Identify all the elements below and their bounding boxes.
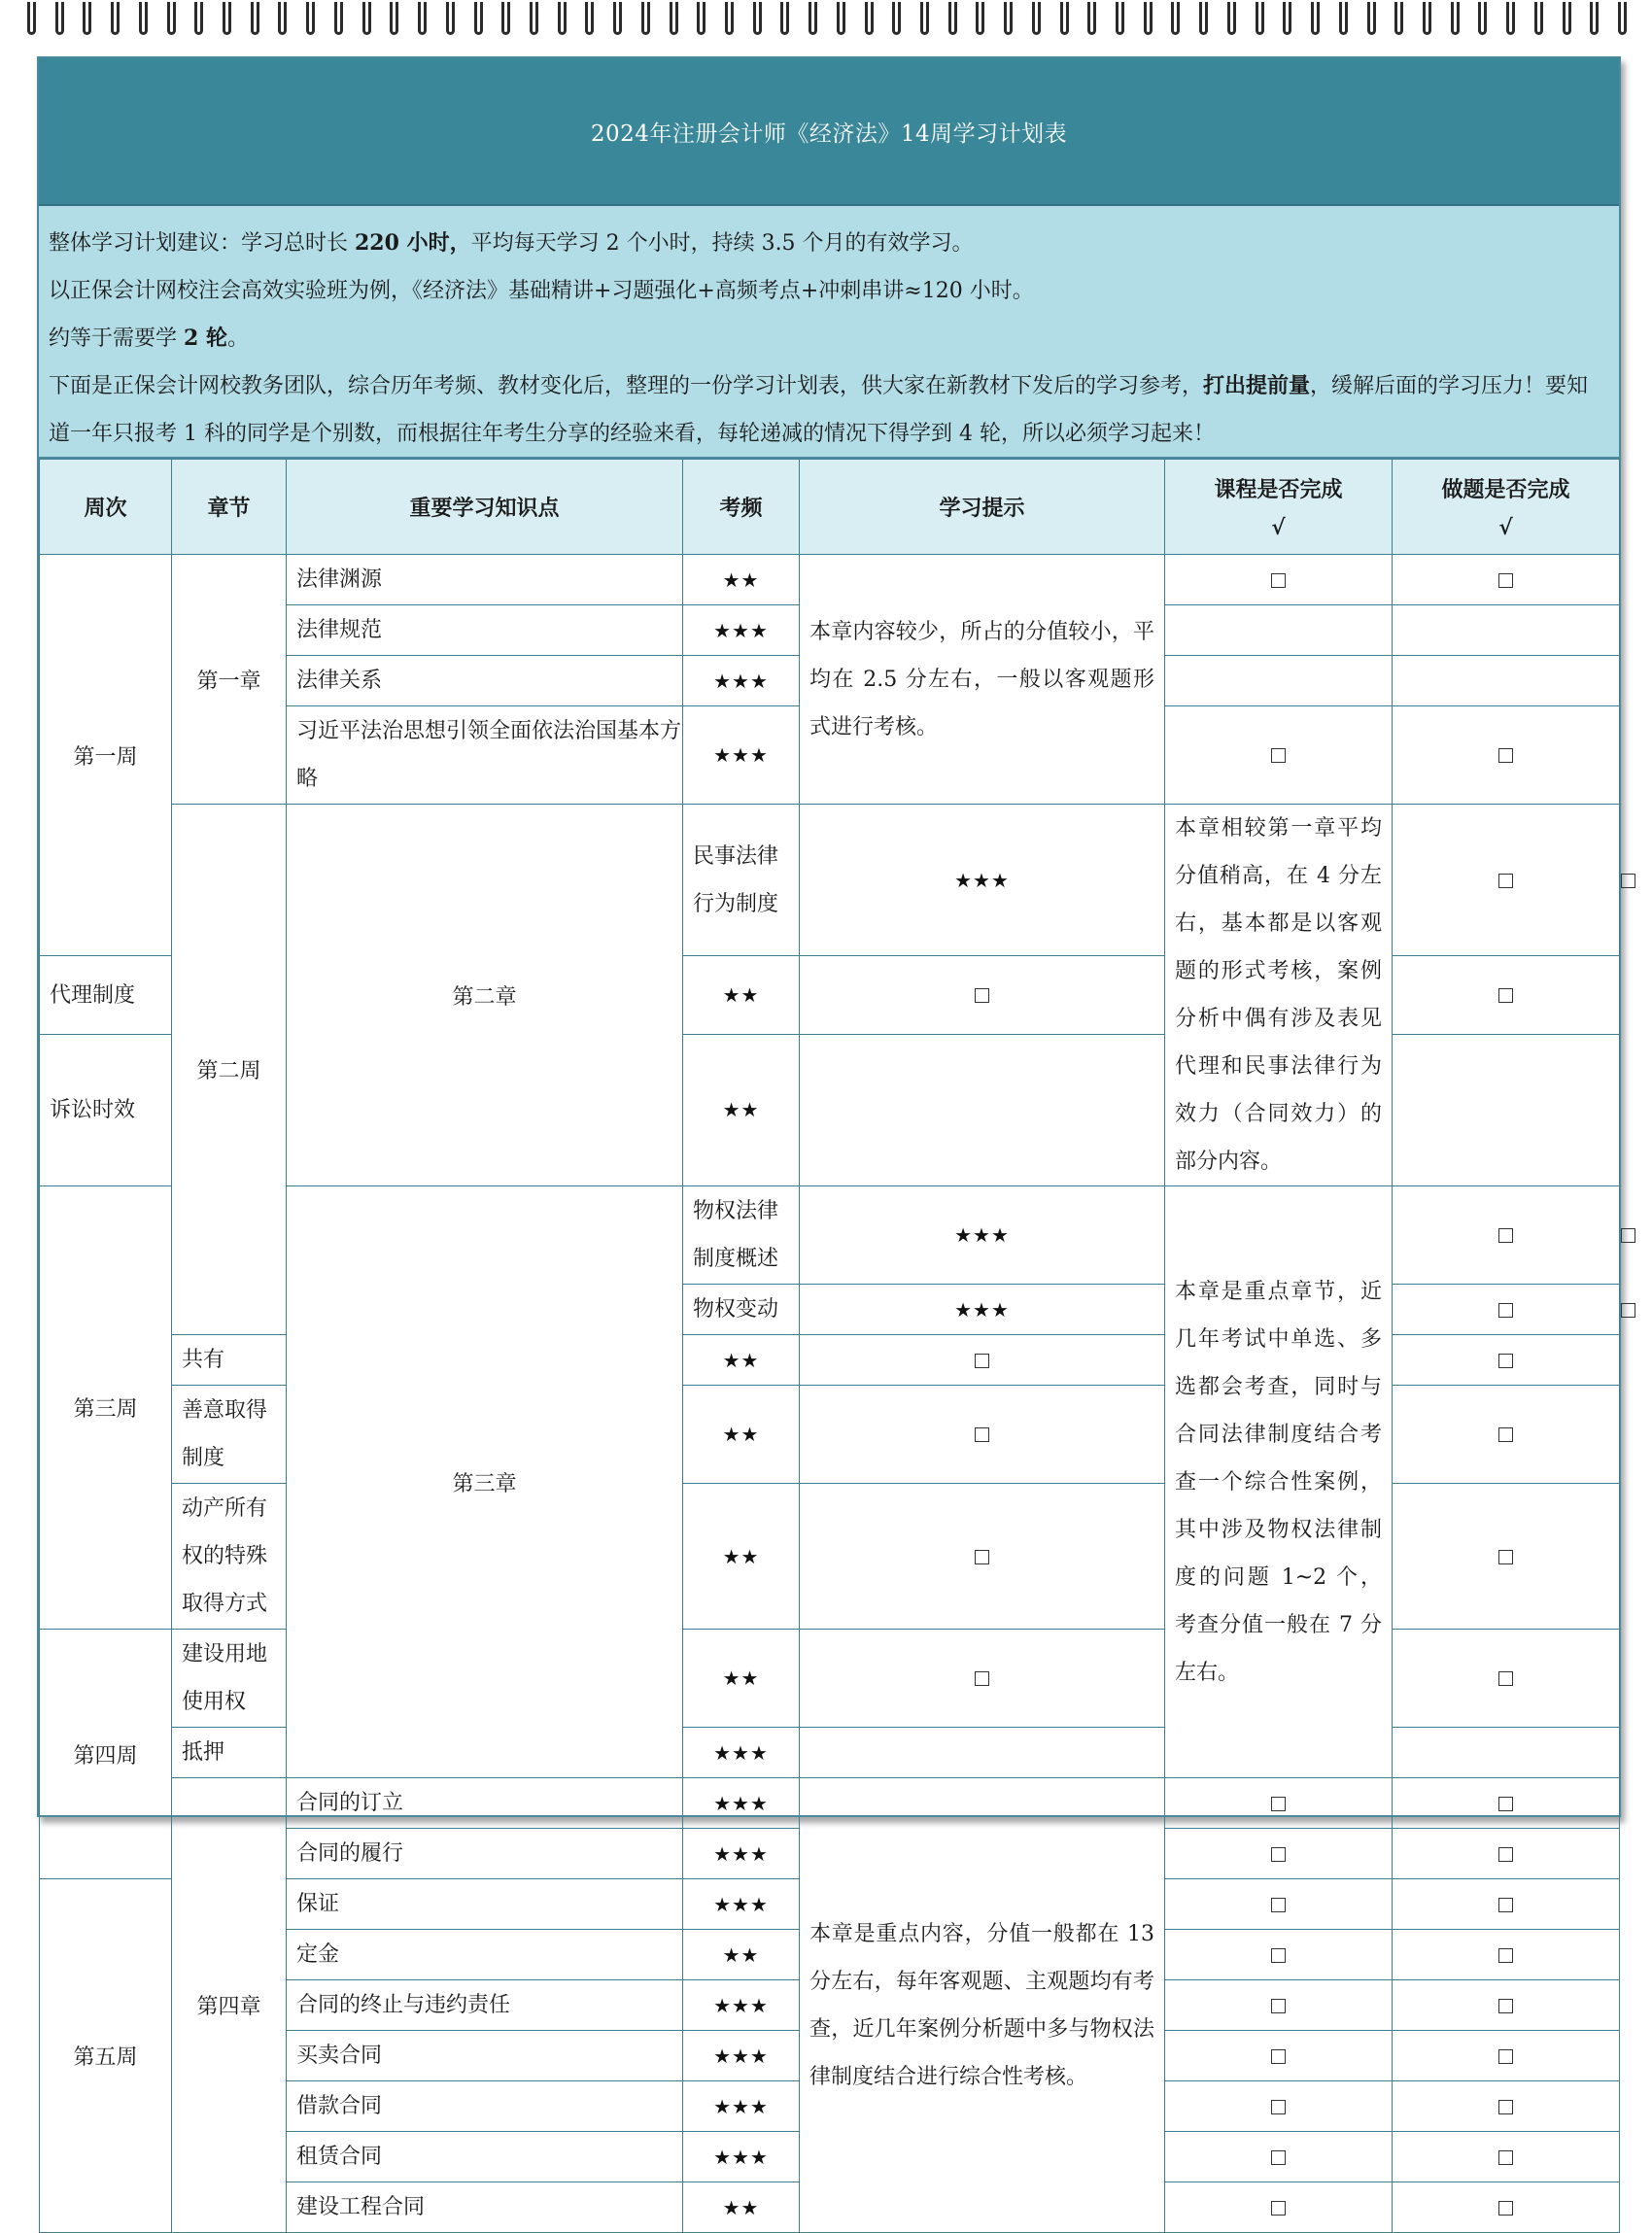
knowledge-point: 建设工程合同 xyxy=(287,2182,683,2233)
knowledge-point: 买卖合同 xyxy=(287,2031,683,2081)
course-done-cell xyxy=(1165,1930,1393,1980)
binding-ring xyxy=(809,2,817,35)
study-tip: 本章相较第一章平均分值稍高，在 4 分左右，基本都是以客观题的形式考核，案例分析中偶有涉及表见代理和民事法律行为效力（合同效力）的部分内容。 xyxy=(1165,805,1393,1186)
knowledge-point: 保证 xyxy=(287,1879,683,1930)
course-done-cell xyxy=(1393,1285,1620,1335)
exercise-done-checkbox[interactable] xyxy=(1498,1550,1513,1564)
binding-ring xyxy=(530,2,538,35)
knowledge-point: 动产所有权的特殊取得方式 xyxy=(172,1484,287,1630)
exercise-done-checkbox[interactable] xyxy=(1498,2201,1513,2216)
knowledge-point: 代理制度 xyxy=(40,956,172,1035)
binding-ring xyxy=(362,2,371,35)
course-done-checkbox[interactable] xyxy=(1271,1999,1286,2013)
exercise-done-checkbox[interactable] xyxy=(1498,988,1513,1003)
exercise-done-cell xyxy=(1393,1829,1620,1879)
binding-ring xyxy=(976,2,984,35)
chapter-cell: 第四章 xyxy=(172,1778,287,2233)
knowledge-point: 民事法律行为制度 xyxy=(683,805,800,956)
course-done-cell xyxy=(1165,2031,1393,2081)
header-freq: 考频 xyxy=(683,460,800,555)
knowledge-point: 借款合同 xyxy=(287,2081,683,2132)
frequency-stars: ★★ xyxy=(683,1335,800,1386)
binding-ring xyxy=(1199,2,1208,35)
course-done-checkbox[interactable] xyxy=(1498,1303,1513,1318)
binding-ring xyxy=(1087,2,1096,35)
binding-ring xyxy=(1506,2,1515,35)
binding-ring xyxy=(837,2,845,35)
exercise-done-checkbox[interactable] xyxy=(1498,1671,1513,1686)
spiral-binding xyxy=(19,0,1635,43)
course-done-cell xyxy=(800,1630,1165,1728)
exercise-done-cell xyxy=(1393,1630,1620,1728)
binding-ring xyxy=(194,2,203,35)
frequency-stars: ★★ xyxy=(683,1630,800,1728)
binding-ring xyxy=(1339,2,1348,35)
course-done-cell xyxy=(1165,1778,1393,1829)
exercise-done-checkbox[interactable] xyxy=(1498,1797,1513,1811)
course-done-cell xyxy=(1165,2081,1393,2132)
header-week: 周次 xyxy=(40,460,172,555)
course-done-cell xyxy=(800,1034,1165,1185)
header-points: 重要学习知识点 xyxy=(287,460,683,555)
frequency-stars: ★★★ xyxy=(683,706,800,805)
knowledge-point: 共有 xyxy=(172,1335,287,1386)
binding-ring xyxy=(1060,2,1069,35)
binding-ring xyxy=(83,2,91,35)
study-plan-sheet xyxy=(37,56,1621,2219)
course-done-cell xyxy=(1393,1186,1620,1285)
course-done-cell xyxy=(1165,656,1393,706)
binding-ring xyxy=(1534,2,1543,35)
binding-ring xyxy=(865,2,874,35)
knowledge-point: 定金 xyxy=(287,1930,683,1980)
course-done-checkbox[interactable] xyxy=(1271,1797,1286,1811)
course-done-checkbox[interactable] xyxy=(975,1354,989,1368)
binding-ring xyxy=(1563,2,1571,35)
exercise-done-checkbox[interactable] xyxy=(1498,1427,1513,1442)
frequency-stars: ★★★ xyxy=(683,2081,800,2132)
course-done-checkbox[interactable] xyxy=(1271,1898,1286,1912)
binding-ring xyxy=(558,2,567,35)
binding-ring xyxy=(641,2,650,35)
frequency-stars: ★★★ xyxy=(683,656,800,706)
exercise-done-cell xyxy=(1393,2031,1620,2081)
binding-ring xyxy=(1144,2,1153,35)
course-done-cell xyxy=(1165,2182,1393,2233)
course-done-checkbox[interactable] xyxy=(1271,1847,1286,1862)
knowledge-point: 租赁合同 xyxy=(287,2132,683,2182)
exercise-done-cell xyxy=(1393,1879,1620,1930)
knowledge-point: 物权法律制度概述 xyxy=(683,1186,800,1285)
knowledge-point: 建设用地使用权 xyxy=(172,1630,287,1728)
frequency-stars: ★★ xyxy=(683,555,800,605)
course-done-checkbox[interactable] xyxy=(1271,573,1286,588)
binding-ring xyxy=(920,2,929,35)
binding-ring xyxy=(1032,2,1041,35)
exercise-done-checkbox[interactable] xyxy=(1498,2100,1513,2114)
frequency-stars: ★★ xyxy=(683,1386,800,1484)
page-title: 2024年注册会计师《经济法》14周学习计划表 xyxy=(590,120,1068,147)
exercise-done-cell xyxy=(1393,2132,1620,2182)
exercise-done-cell xyxy=(1393,2182,1620,2233)
frequency-stars: ★★ xyxy=(683,2182,800,2233)
frequency-stars: ★★ xyxy=(683,1034,800,1185)
exercise-done-cell xyxy=(1393,605,1620,656)
binding-ring xyxy=(474,2,483,35)
table-row xyxy=(40,805,1620,956)
binding-ring xyxy=(1451,2,1460,35)
course-done-cell xyxy=(800,1484,1165,1630)
study-tip: 本章是重点章节，近几年考试中单选、多选都会考查，同时与合同法律制度结合考查一个综合性案例，其中涉及物权法律制度的问题 1~2 个，考查分值一般在 7 分左右。 xyxy=(1165,1186,1393,1778)
course-done-checkbox[interactable] xyxy=(1271,1948,1286,1963)
binding-ring xyxy=(1478,2,1487,35)
binding-ring xyxy=(306,2,315,35)
exercise-done-checkbox[interactable] xyxy=(1498,1898,1513,1912)
binding-ring xyxy=(278,2,287,35)
binding-ring xyxy=(1311,2,1320,35)
week-cell: 第一周 xyxy=(40,555,172,956)
intro-line-3: 约等于需要学 2 轮。 xyxy=(49,326,249,351)
exercise-done-cell xyxy=(1393,2081,1620,2132)
exercise-done-cell xyxy=(1393,1335,1620,1386)
course-done-cell xyxy=(1165,1980,1393,2031)
course-done-checkbox[interactable] xyxy=(1498,1228,1513,1243)
exercise-done-checkbox[interactable] xyxy=(1498,573,1513,588)
intro-line-4: 下面是正保会计网校教务团队，综合历年考频、教材变化后，整理的一份学习计划表，供大家在新教材下发后的学习参考，打出提前量，缓解后面的学习压力！要知道一年只报考 1 科的同学是个别数，而根据往年考生分享的经验来看，每轮递减的情况下得学到 4 轮，所以必须学习起来！ xyxy=(49,373,1589,446)
course-done-cell xyxy=(800,1728,1165,1778)
binding-ring xyxy=(1618,2,1627,35)
course-done-cell xyxy=(1165,2132,1393,2182)
binding-ring xyxy=(1423,2,1431,35)
frequency-stars: ★★★ xyxy=(800,805,1165,956)
binding-ring xyxy=(167,2,176,35)
binding-ring xyxy=(1171,2,1180,35)
course-done-checkbox[interactable] xyxy=(1271,2049,1286,2064)
week-cell: 第三周 xyxy=(40,1186,172,1630)
exercise-done-cell xyxy=(1393,656,1620,706)
exercise-done-cell xyxy=(1393,956,1620,1035)
binding-ring xyxy=(753,2,762,35)
binding-ring xyxy=(1367,2,1376,35)
frequency-stars: ★★★ xyxy=(683,1879,800,1930)
binding-ring xyxy=(251,2,259,35)
course-done-checkbox[interactable] xyxy=(1271,748,1286,763)
binding-ring xyxy=(501,2,510,35)
chapter-cell: 第一章 xyxy=(172,555,287,805)
exercise-done-cell xyxy=(1393,1930,1620,1980)
exercise-done-checkbox[interactable] xyxy=(1498,2049,1513,2064)
frequency-stars: ★★★ xyxy=(683,2031,800,2081)
exercise-done-cell xyxy=(1393,1778,1620,1829)
knowledge-point: 法律渊源 xyxy=(287,555,683,605)
intro-line-2: 以正保会计网校注会高效实验班为例，《经济法》基础精讲+习题强化+高频考点+冲刺串讲≈120 小时。 xyxy=(49,279,1034,303)
study-plan-table xyxy=(39,459,1620,2233)
exercise-done-checkbox[interactable] xyxy=(1498,1847,1513,1862)
exercise-done-cell xyxy=(1393,1386,1620,1484)
binding-ring xyxy=(1283,2,1291,35)
course-done-cell xyxy=(800,1335,1165,1386)
frequency-stars: ★★★ xyxy=(683,1829,800,1879)
header-exercise-done: 做题是否完成 √ xyxy=(1393,460,1620,555)
binding-ring xyxy=(111,2,120,35)
knowledge-point: 抵押 xyxy=(172,1728,287,1778)
week-cell: 第五周 xyxy=(40,1879,172,2233)
knowledge-point: 物权变动 xyxy=(683,1285,800,1335)
binding-ring xyxy=(1590,2,1599,35)
binding-ring xyxy=(1227,2,1236,35)
course-done-cell xyxy=(1393,805,1620,956)
binding-ring xyxy=(780,2,789,35)
frequency-stars: ★★★ xyxy=(683,605,800,656)
binding-ring xyxy=(27,2,36,35)
knowledge-point: 合同的履行 xyxy=(287,1829,683,1879)
exercise-done-cell xyxy=(1393,555,1620,605)
course-done-cell xyxy=(1165,605,1393,656)
binding-ring xyxy=(948,2,957,35)
table-header-row xyxy=(40,460,1620,555)
course-done-cell xyxy=(800,1386,1165,1484)
binding-ring xyxy=(418,2,427,35)
check-mark: √ xyxy=(1271,515,1286,540)
course-done-checkbox[interactable] xyxy=(1498,874,1513,888)
frequency-stars: ★★ xyxy=(683,1484,800,1630)
knowledge-point: 法律规范 xyxy=(287,605,683,656)
intro-section xyxy=(39,206,1619,459)
table-row xyxy=(40,1778,1620,1829)
exercise-done-checkbox[interactable] xyxy=(1498,748,1513,763)
exercise-done-checkbox[interactable] xyxy=(1498,1948,1513,1963)
binding-ring xyxy=(55,2,64,35)
binding-ring xyxy=(446,2,455,35)
header-tips: 学习提示 xyxy=(800,460,1165,555)
course-done-cell xyxy=(1165,1829,1393,1879)
course-done-checkbox[interactable] xyxy=(975,1550,989,1564)
table-row xyxy=(40,555,1620,605)
frequency-stars: ★★★ xyxy=(800,1186,1165,1285)
course-done-checkbox[interactable] xyxy=(1271,2201,1286,2216)
binding-ring xyxy=(1256,2,1264,35)
header-course-done: 课程是否完成 √ xyxy=(1165,460,1393,555)
course-done-checkbox[interactable] xyxy=(975,1671,989,1686)
binding-ring xyxy=(585,2,594,35)
binding-ring xyxy=(390,2,398,35)
week-cell: 第四周 xyxy=(40,1630,172,1879)
course-done-cell xyxy=(1165,555,1393,605)
frequency-stars: ★★ xyxy=(683,956,800,1035)
binding-ring xyxy=(670,2,678,35)
exercise-done-checkbox[interactable] xyxy=(1621,1303,1635,1318)
exercise-done-checkbox[interactable] xyxy=(1498,2150,1513,2165)
frequency-stars: ★★★ xyxy=(683,2132,800,2182)
binding-ring xyxy=(892,2,901,35)
frequency-stars: ★★ xyxy=(683,1930,800,1980)
frequency-stars: ★★★ xyxy=(683,1728,800,1778)
binding-ring xyxy=(1394,2,1403,35)
knowledge-point: 习近平法治思想引领全面依法治国基本方略 xyxy=(287,706,683,805)
course-done-checkbox[interactable] xyxy=(1271,2100,1286,2114)
binding-ring xyxy=(1004,2,1013,35)
week-cell: 第二周 xyxy=(172,805,287,1335)
exercise-done-cell xyxy=(1393,1484,1620,1630)
exercise-done-checkbox[interactable] xyxy=(1498,1354,1513,1368)
binding-ring xyxy=(725,2,734,35)
exercise-done-checkbox[interactable] xyxy=(1621,1228,1635,1243)
course-done-cell xyxy=(800,956,1165,1035)
course-done-checkbox[interactable] xyxy=(1271,2150,1286,2165)
frequency-stars: ★★★ xyxy=(683,1778,800,1829)
binding-ring xyxy=(1116,2,1124,35)
exercise-done-checkbox[interactable] xyxy=(1498,1999,1513,2013)
knowledge-point: 诉讼时效 xyxy=(40,1034,172,1185)
knowledge-point: 合同的终止与违约责任 xyxy=(287,1980,683,2031)
exercise-done-cell xyxy=(1393,706,1620,805)
exercise-done-checkbox[interactable] xyxy=(1621,874,1635,888)
binding-ring xyxy=(223,2,231,35)
intro-line-1: 整体学习计划建议：学习总时长 220 小时，平均每天学习 2 个小时，持续 3.5 个月的有效学习。 xyxy=(49,230,974,256)
check-mark: √ xyxy=(1498,515,1513,540)
course-done-checkbox[interactable] xyxy=(975,988,989,1003)
header-chapter: 章节 xyxy=(172,460,287,555)
knowledge-point: 善意取得制度 xyxy=(172,1386,287,1484)
knowledge-point: 合同的订立 xyxy=(287,1778,683,1829)
binding-ring xyxy=(697,2,706,35)
page-title-band xyxy=(39,58,1619,206)
study-tip: 本章是重点内容，分值一般都在 13 分左右，每年客观题、主观题均有考查，近几年案例分析题中多与物权法律制度结合进行综合性考核。 xyxy=(800,1778,1165,2233)
frequency-stars: ★★★ xyxy=(683,1980,800,2031)
study-tip: 本章内容较少，所占的分值较小，平均在 2.5 分左右，一般以客观题形式进行考核。 xyxy=(800,555,1165,805)
binding-ring xyxy=(139,2,148,35)
chapter-cell: 第三章 xyxy=(287,1186,683,1778)
binding-ring xyxy=(334,2,343,35)
exercise-done-cell xyxy=(1393,1034,1620,1185)
chapter-cell: 第二章 xyxy=(287,805,683,1186)
course-done-cell xyxy=(1165,706,1393,805)
exercise-done-cell xyxy=(1393,1980,1620,2031)
course-done-cell xyxy=(1165,1879,1393,1930)
knowledge-point: 法律关系 xyxy=(287,656,683,706)
exercise-done-cell xyxy=(1393,1728,1620,1778)
binding-ring xyxy=(613,2,622,35)
frequency-stars: ★★★ xyxy=(800,1285,1165,1335)
course-done-checkbox[interactable] xyxy=(975,1427,989,1442)
